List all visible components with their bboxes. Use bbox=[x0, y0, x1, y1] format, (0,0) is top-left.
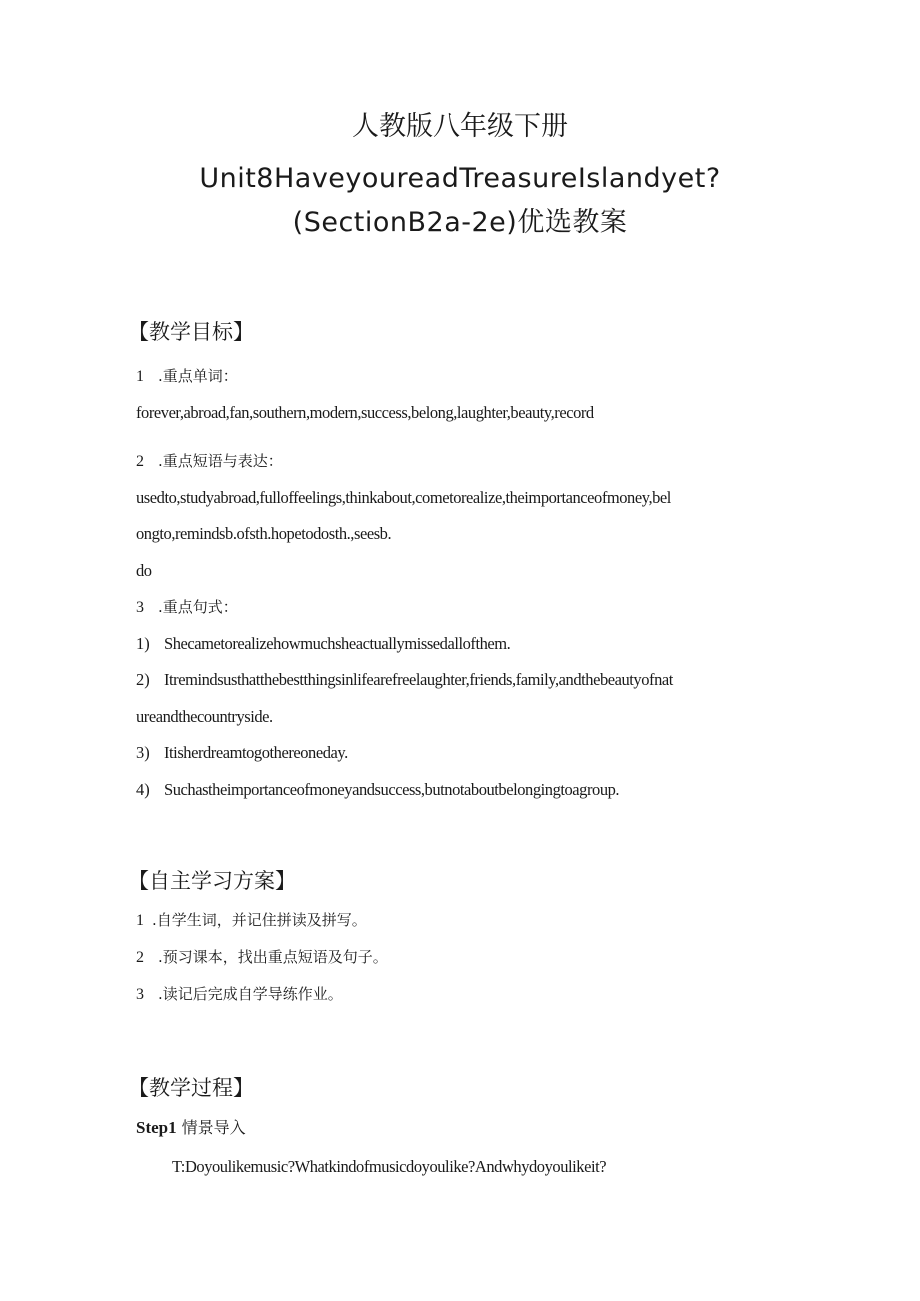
sentence-2-continued: ureandthecountryside. bbox=[136, 707, 273, 726]
self-study-item-2 bbox=[136, 947, 388, 968]
objective-item-1 bbox=[136, 366, 238, 387]
sentence-text: Itisherdreamtogothereoneday. bbox=[164, 743, 348, 762]
item-label: .重点单词： bbox=[158, 367, 238, 385]
item-number: 2 bbox=[136, 949, 144, 966]
item-text: .预习课本，找出重点短语及句子。 bbox=[158, 948, 388, 966]
sentence-text: Itremindsusthatthebestthingsinlifearefreelaughter,friends,family,andthebeautyofnat bbox=[164, 670, 673, 689]
title-line-2: Unit8HaveyoureadTreasureIslandyet? bbox=[199, 163, 721, 194]
step-title: 情景导入 bbox=[181, 1118, 246, 1137]
key-phrases-line-1: usedto,studyabroad,fulloffeelings,thinkabout,cometorealize,theimportanceofmoney,bel bbox=[136, 488, 671, 507]
sentence-index: 4) bbox=[136, 780, 150, 799]
item-text: .自学生词，并记住拼读及拼写。 bbox=[152, 911, 367, 929]
sentence-text: Suchastheimportanceofmoneyandsuccess,butnotaboutbelongingtoagroup. bbox=[164, 780, 620, 799]
item-number: 1 bbox=[136, 912, 144, 929]
title-line-3: (SectionB2a-2e)优选教案 bbox=[292, 207, 628, 238]
item-label: .重点句式： bbox=[158, 598, 238, 616]
sentence-index: 3) bbox=[136, 743, 150, 762]
item-number: 3 bbox=[136, 986, 144, 1003]
item-number: 3 bbox=[136, 599, 144, 616]
item-text: .读记后完成自学导练作业。 bbox=[158, 985, 343, 1003]
document-title bbox=[0, 112, 920, 238]
self-study-item-3 bbox=[136, 984, 343, 1005]
sentence-1 bbox=[136, 634, 510, 654]
step-1 bbox=[136, 1117, 246, 1139]
objective-item-3 bbox=[136, 597, 238, 618]
key-phrases-line-3: do bbox=[136, 561, 152, 580]
teacher-dialogue: T:Doyoulikemusic?Whatkindofmusicdoyoulike?Andwhydoyoulikeit? bbox=[172, 1157, 607, 1176]
objective-item-2 bbox=[136, 451, 283, 472]
item-number: 1 bbox=[136, 368, 144, 385]
objectives-heading: 【教学目标】 bbox=[128, 320, 254, 344]
key-words: forever,abroad,fan,southern,modern,success,belong,laughter,beauty,record bbox=[136, 403, 594, 422]
step-label: Step1 bbox=[136, 1118, 177, 1137]
self-study-heading: 【自主学习方案】 bbox=[128, 869, 296, 893]
key-phrases-line-2: ongto,remindsb.ofsth.hopetodosth.,seesb. bbox=[136, 524, 392, 543]
self-study-item-1 bbox=[136, 910, 367, 931]
sentence-text: Shecametorealizehowmuchsheactuallymissedallofthem. bbox=[164, 634, 511, 653]
item-label: .重点短语与表达： bbox=[158, 452, 283, 470]
sentence-3 bbox=[136, 743, 348, 763]
sentence-index: 2) bbox=[136, 670, 150, 689]
process-heading: 【教学过程】 bbox=[128, 1076, 254, 1100]
sentence-4 bbox=[136, 780, 619, 800]
sentence-2 bbox=[136, 670, 673, 690]
sentence-index: 1) bbox=[136, 634, 150, 653]
item-number: 2 bbox=[136, 453, 144, 470]
title-line-1: 人教版八年级下册 bbox=[352, 111, 568, 142]
